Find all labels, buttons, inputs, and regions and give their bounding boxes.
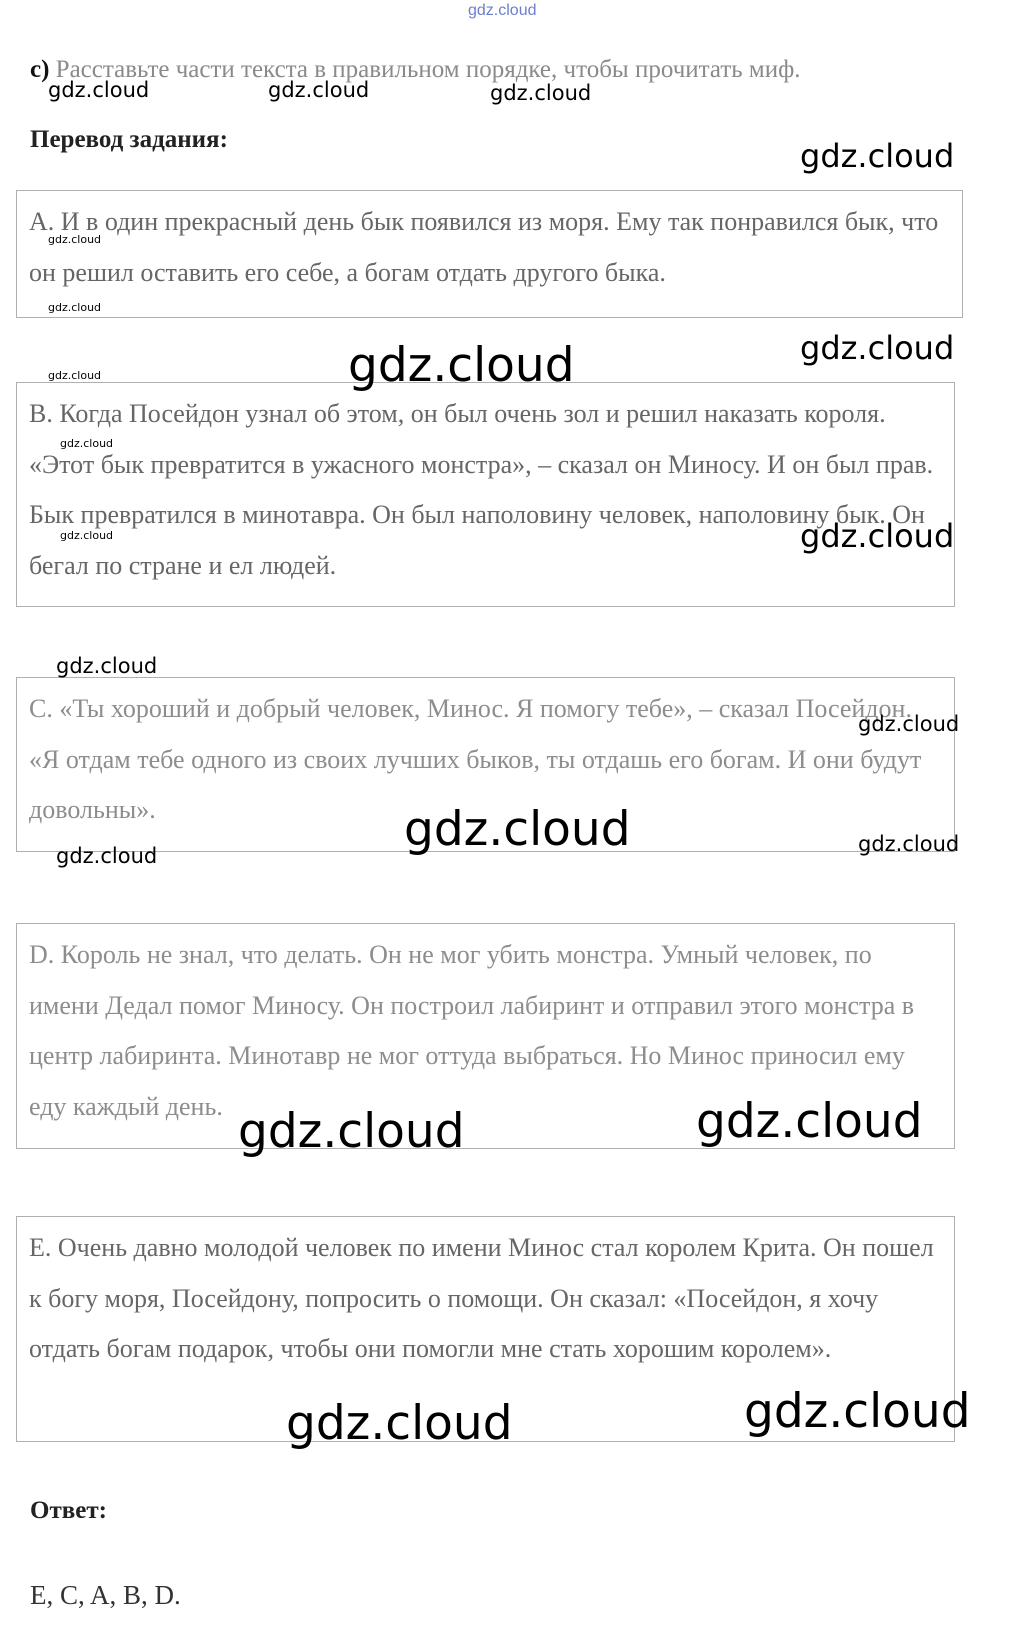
story-part-d-text: D. Король не знал, что делать. Он не мог убить монстра. Умный человек, по имени Дедал помог Миносу. Он построил лабиринт и отправил этого монстра в центр лабиринта. Минотавр не мог оттуда выбраться. Но Минос приносил ему еду каждый день.	[29, 940, 915, 1121]
watermark: gdz.cloud	[268, 78, 370, 102]
task-text: Расставьте части текста в правильном порядке, чтобы прочитать миф.	[55, 56, 801, 83]
watermark: gdz.cloud	[48, 369, 102, 382]
watermark: gdz.cloud	[744, 1384, 971, 1439]
translation-heading: Перевод задания:	[30, 126, 228, 153]
watermark: gdz.cloud	[238, 1104, 465, 1159]
watermark: gdz.cloud	[60, 529, 114, 542]
watermark: gdz.cloud	[800, 137, 955, 175]
story-part-c-text: C. «Ты хороший и добрый человек, Минос. Я помогу тебе», – сказал Посейдон. «Я отдам тебе одного из своих лучших быков, ты отдашь его богам. И они будут довольны».	[29, 694, 922, 824]
watermark: gdz.cloud	[800, 329, 955, 367]
story-part-b-text: B. Когда Посейдон узнал об этом, он был очень зол и решил наказать короля. «Этот бык превратится в ужасного монстра», – сказал он Миносу. И он был прав. Бык превратился в минотавра. Он был наполовину человек, наполовину бык. Он бегал по стране и ел людей.	[29, 399, 934, 580]
answer-heading: Ответ:	[30, 1497, 107, 1524]
story-part-a	[16, 190, 963, 318]
story-part-a-text: A. И в один прекрасный день бык появился из моря. Ему так понравился бык, что он решил оставить его себе, а богам отдать другого быка.	[29, 207, 939, 287]
story-part-e-text: E. Очень давно молодой человек по имени Минос стал королем Крита. Он пошел к богу моря, Посейдону, попросить о помощи. Он сказал: «Посейдон, я хочу отдать богам подарок, чтобы они помогли мне стать хорошим королем».	[29, 1233, 934, 1363]
watermark: gdz.cloud	[858, 832, 960, 856]
watermark: gdz.cloud	[56, 654, 158, 678]
watermark: gdz.cloud	[404, 802, 631, 857]
watermark: gdz.cloud	[56, 844, 158, 868]
watermark: gdz.cloud	[348, 338, 575, 393]
watermark: gdz.cloud	[696, 1094, 923, 1149]
watermark: gdz.cloud	[48, 78, 150, 102]
watermark: gdz.cloud	[48, 301, 102, 314]
header-watermark: gdz.cloud	[468, 2, 537, 19]
watermark: gdz.cloud	[48, 233, 102, 246]
watermark: gdz.cloud	[490, 81, 592, 105]
task-letter: c)	[30, 56, 50, 83]
watermark: gdz.cloud	[800, 517, 955, 555]
watermark: gdz.cloud	[60, 437, 114, 450]
story-part-b	[16, 382, 955, 607]
watermark: gdz.cloud	[858, 712, 960, 736]
answer-text: E, C, A, B, D.	[30, 1580, 181, 1610]
watermark: gdz.cloud	[286, 1396, 513, 1451]
